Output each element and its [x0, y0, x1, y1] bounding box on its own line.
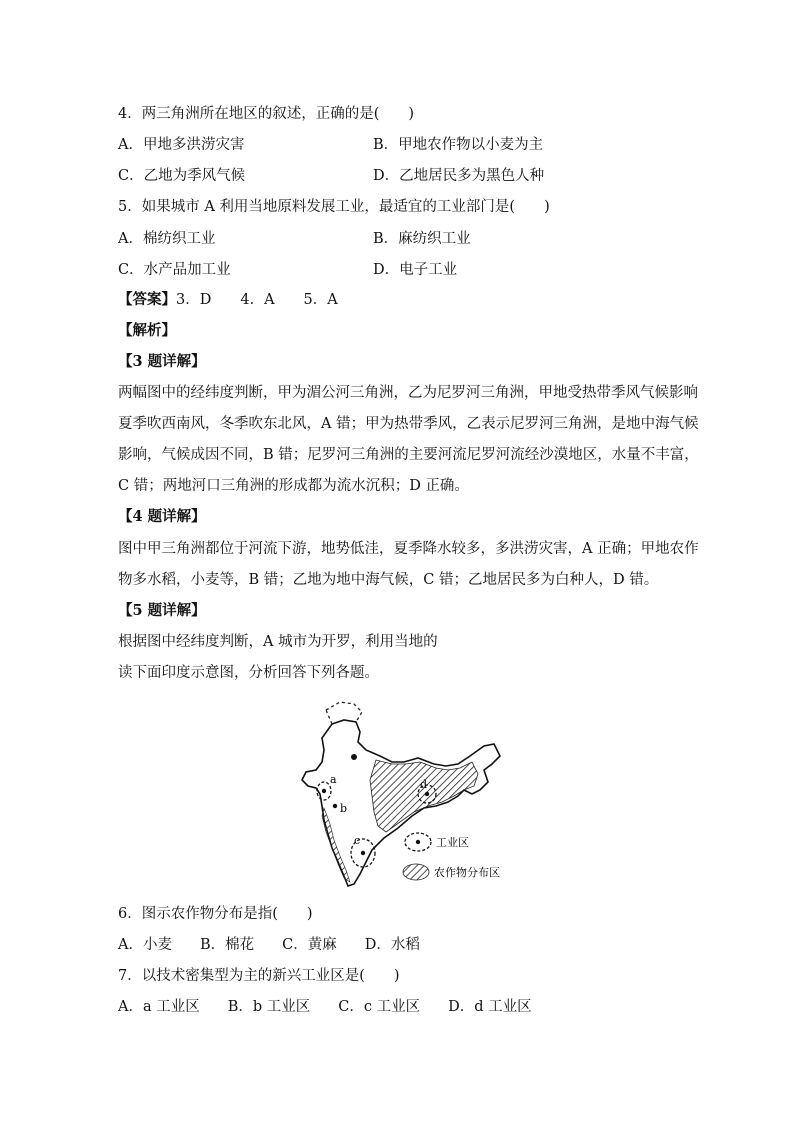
india-map-figure — [288, 690, 510, 895]
q7-option-d: D．d 工业区 — [448, 999, 532, 1015]
q4-option-b: B．甲地农作物以小麦为主 — [373, 137, 544, 153]
q4-option-d: D．乙地居民多为黑色人种 — [373, 168, 545, 184]
q5-detail-label: 【5 题详解】 — [118, 602, 206, 619]
q6-option-b: B．棉花 — [199, 937, 255, 953]
q4-detail-line: 图中甲三角洲都位于河流下游，地势低洼，夏季降水较多，多洪涝灾害，A 正确；甲地农作 — [118, 541, 699, 557]
q6-stem: 6．图示农作物分布是指( ) — [118, 906, 313, 922]
legend-crop-symbol — [403, 864, 429, 880]
q4-stem: 4．两三角洲所在地区的叙述，正确的是( ) — [118, 106, 415, 122]
q6-option-c: C．黄麻 — [282, 937, 337, 953]
q7-option-a: A．a 工业区 — [118, 999, 200, 1015]
q5-option-c: C．水产品加工业 — [118, 262, 231, 278]
q4-detail-line: 物多水稻，小麦等，B 错；乙地为地中海气候，C 错；乙地居民多为白种人，D 错。 — [118, 572, 659, 588]
q5-option-b: B．麻纺织工业 — [373, 231, 471, 247]
capital-dot — [351, 754, 357, 760]
analysis-label: 【解析】 — [118, 322, 176, 339]
q7-stem: 7．以技术密集型为主的新兴工业区是( ) — [118, 968, 400, 984]
answer-line — [118, 290, 338, 310]
industrial-zone-b-dot — [333, 804, 337, 808]
q7-option-b: B．b 工业区 — [227, 999, 311, 1015]
map-label-b: b — [340, 802, 348, 815]
map-intro: 读下面印度示意图，分析回答下列各题。 — [118, 665, 379, 681]
q3-detail-line: C 错；两地河口三角洲的形成都为流水沉积；D 正确。 — [118, 478, 469, 494]
q5-option-d: D．电子工业 — [373, 262, 458, 278]
legend-industrial-label: 工业区 — [436, 836, 469, 849]
q3-detail-label: 【3 题详解】 — [118, 353, 206, 370]
q3-detail-line: 夏季吹西南风，冬季吹东北风，A 错；甲为热带季风，乙表示尼罗河三角洲，是地中海气候 — [118, 416, 699, 432]
map-label-a: a — [330, 773, 337, 786]
q6-option-a: A．小麦 — [118, 937, 172, 953]
legend-crop-label: 农作物分布区 — [434, 866, 500, 879]
q3-detail-line: 影响，气候成因不同，B 错；尼罗河三角洲的主要河流尼罗河流经沙漠地区，水量不丰富， — [118, 447, 699, 463]
q4-option-c: C．乙地为季风气候 — [118, 168, 246, 184]
answer-text: 3．D 4．A 5．A — [176, 292, 338, 308]
q6-options — [118, 935, 448, 955]
q3-detail-line: 两幅图中的经纬度判断，甲为湄公河三角洲，乙为尼罗河三角洲，甲地受热带季风气候影响 — [118, 385, 698, 401]
q6-option-d: D．水稻 — [364, 937, 420, 953]
map-label-d: d — [420, 778, 428, 791]
q5-detail-line: 根据图中经纬度判断，A 城市为开罗，利用当地的 — [118, 634, 438, 650]
q4-detail-label: 【4 题详解】 — [118, 508, 206, 525]
crop-area-east — [370, 760, 478, 832]
q7-options — [118, 997, 560, 1017]
q5-option-a: A．棉纺织工业 — [118, 231, 216, 247]
q4-option-a: A．甲地多洪涝灾害 — [118, 137, 245, 153]
q7-option-c: C．c 工业区 — [338, 999, 421, 1015]
map-label-c: c — [354, 834, 361, 847]
answer-label: 【答案】 — [118, 291, 176, 308]
q5-stem: 5．如果城市 A 利用当地原料发展工业，最适宜的工业部门是( ) — [118, 199, 550, 215]
